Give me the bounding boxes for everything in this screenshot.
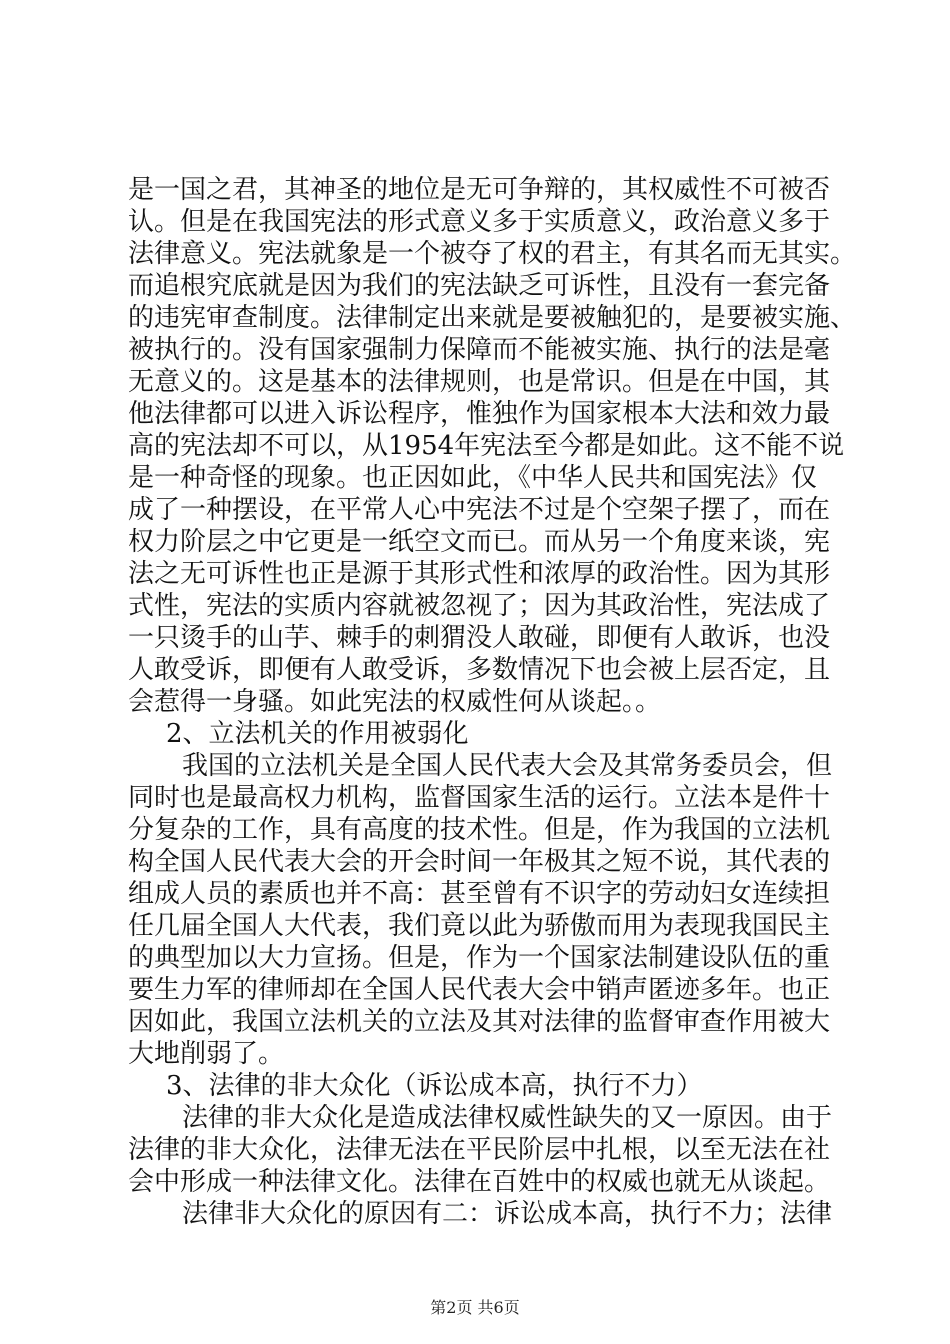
text-line: 大地削弱了。 <box>128 1039 285 1069</box>
section-heading: 3、法律的非大众化（诉讼成本高，执行不力） <box>166 1071 703 1101</box>
text-line: 人敢受诉，即便有人敢受诉，多数情况下也会被上层否定，且 <box>128 655 831 685</box>
text-line: 分复杂的工作，具有高度的技术性。但是，作为我国的立法机 <box>128 815 831 845</box>
text-line: 会中形成一种法律文化。法律在百姓中的权威也就无从谈起。 <box>128 1167 831 1197</box>
text-line: 无意义的。这是基本的法律规则，也是常识。但是在中国，其 <box>128 367 831 397</box>
paragraph-first-line: 法律的非大众化是造成法律权威性缺失的又一原因。由于 <box>182 1103 833 1133</box>
text-line: 会惹得一身骚。如此宪法的权威性何从谈起。。 <box>128 687 662 717</box>
text-line: 权力阶层之中它更是一纸空文而已。而从另一个角度来谈，宪 <box>128 527 831 557</box>
text-line: 组成人员的素质也并不高：甚至曾有不识字的劳动妇女连续担 <box>128 879 831 909</box>
text-line: 是一国之君，其神圣的地位是无可争辩的，其权威性不可被否 <box>128 175 831 205</box>
text-line: 被执行的。没有国家强制力保障而不能被实施、执行的法是毫 <box>128 335 831 365</box>
text-line: 认。但是在我国宪法的形式意义多于实质意义，政治意义多于 <box>128 207 831 237</box>
text-line: 而追根究底就是因为我们的宪法缺乏可诉性，且没有一套完备 <box>128 271 831 301</box>
text-line: 要生力军的律师却在全国人民代表大会中销声匿迹多年。也正 <box>128 975 831 1005</box>
text-line: 一只烫手的山芋、棘手的刺猬没人敢碰，即便有人敢诉，也没 <box>128 623 831 653</box>
text-line: 构全国人民代表大会的开会时间一年极其之短不说，其代表的 <box>128 847 831 877</box>
text-line: 成了一种摆设，在平常人心中宪法不过是个空架子摆了，而在 <box>128 495 831 525</box>
text-line: 法律的非大众化，法律无法在平民阶层中扎根，以至无法在社 <box>128 1135 831 1165</box>
page-number: 第2页 共6页 <box>430 1298 520 1317</box>
paragraph-first-line: 法律非大众化的原因有二：诉讼成本高，执行不力；法律 <box>182 1199 833 1229</box>
text-line: 因如此，我国立法机关的立法及其对法律的监督审查作用被大 <box>128 1007 831 1037</box>
text-line: 任几届全国人大代表，我们竟以此为骄傲而用为表现我国民主 <box>128 911 831 941</box>
text-line: 他法律都可以进入诉讼程序，惟独作为国家根本大法和效力最 <box>128 399 831 429</box>
text-line: 同时也是最高权力机构，监督国家生活的运行。立法本是件十 <box>128 783 831 813</box>
text-line: 的典型加以大力宣扬。但是，作为一个国家法制建设队伍的重 <box>128 943 831 973</box>
paragraph-first-line: 我国的立法机关是全国人民代表大会及其常务委员会，但 <box>182 751 833 781</box>
text-line: 是一种奇怪的现象。也正因如此，《中华人民共和国宪法》仅 <box>128 463 818 493</box>
text-line: 法律意义。宪法就象是一个被夺了权的君主，有其名而无其实。 <box>128 239 857 269</box>
section-heading: 2、立法机关的作用被弱化 <box>166 719 469 749</box>
text-line: 法之无可诉性也正是源于其形式性和浓厚的政治性。因为其形 <box>128 559 831 589</box>
text-line: 式性，宪法的实质内容就被忽视了；因为其政治性，宪法成了 <box>128 591 831 621</box>
document-body <box>128 174 857 1230</box>
text-line: 高的宪法却不可以，从1954年宪法至今都是如此。这不能不说 <box>128 431 845 461</box>
text-line: 的违宪审查制度。法律制定出来就是要被触犯的，是要被实施、 <box>128 303 857 333</box>
page-footer <box>0 1298 950 1318</box>
